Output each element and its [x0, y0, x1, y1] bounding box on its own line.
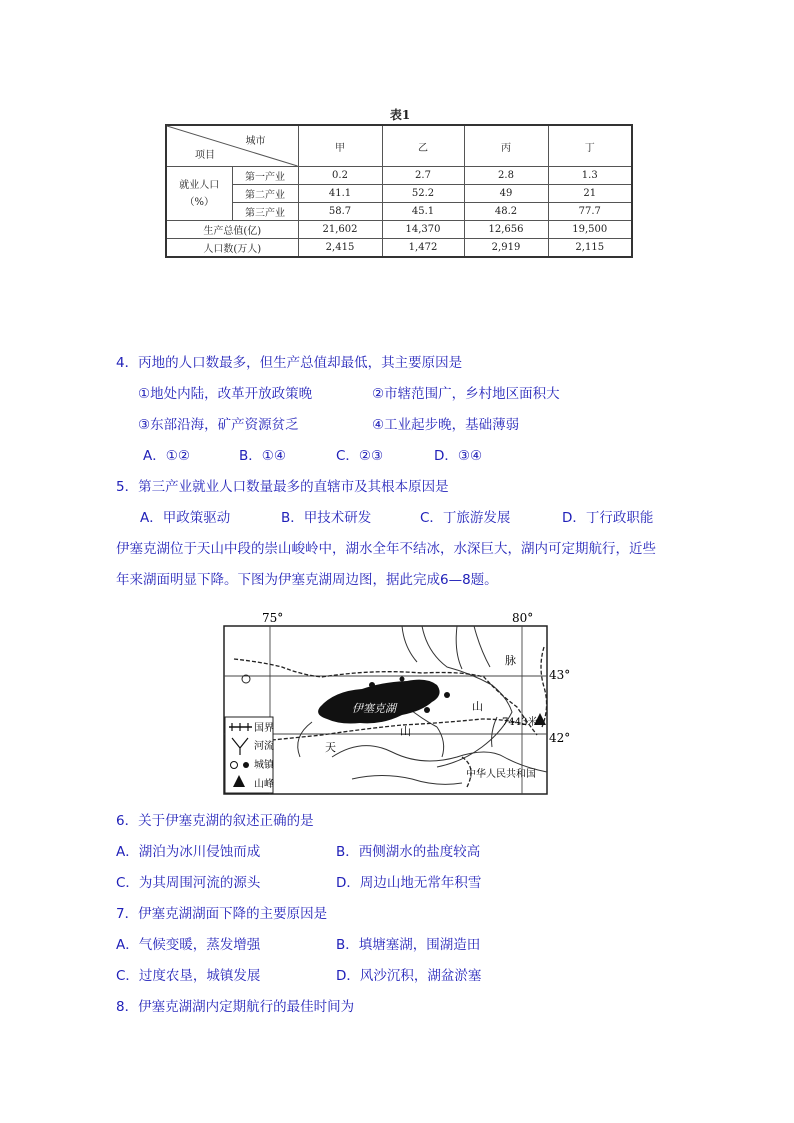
employment-label-line1: 就业人口 [179, 179, 220, 191]
option-b[interactable]: B．甲技术研发 [281, 510, 372, 526]
legend-label-peak: 山峰 [254, 779, 274, 790]
lat-43-label: 43° [549, 668, 571, 682]
row-label: 人口数(万人) [166, 239, 298, 258]
legend-border-symbol [229, 723, 252, 731]
table-cell: 77.7 [548, 203, 632, 221]
row-label: 第一产业 [232, 167, 298, 185]
table-cell: 45.1 [382, 203, 464, 221]
employment-label-line2: （%） [184, 196, 214, 208]
peak-label: 7443米 [502, 717, 538, 728]
question-6-stem: 6．关于伊塞克湖的叙述正确的是 [116, 813, 314, 829]
option-d[interactable]: D．③④ [434, 448, 483, 464]
option-a[interactable]: A．①② [143, 448, 190, 464]
question-4-stem: 4．丙地的人口数最多，但生产总值却最低，其主要原因是 [116, 355, 463, 371]
table-cell: 52.2 [382, 185, 464, 203]
intro-line-2: 年来湖面明显下降。下图为伊塞克湖周边图，据此完成6—8题。 [116, 572, 498, 588]
data-table [165, 124, 633, 258]
table-cell: 19,500 [548, 221, 632, 239]
option-a[interactable]: A．甲政策驱动 [140, 510, 231, 526]
option-d[interactable]: D．周边山地无常年积雪 [336, 875, 482, 891]
table-cell: 2.7 [382, 167, 464, 185]
table-cell: 58.7 [298, 203, 382, 221]
table-cell: 14,370 [382, 221, 464, 239]
corner-city-label: 城市 [245, 136, 266, 147]
option-d[interactable]: D．丁行政职能 [562, 510, 654, 526]
mai-label: 脉 [505, 654, 516, 667]
question-7-stem: 7．伊塞克湖湖面下降的主要原因是 [116, 906, 328, 922]
option-d[interactable]: D．风沙沉积，湖盆淤塞 [336, 968, 482, 984]
option-c[interactable]: C．过度农垦，城镇发展 [116, 968, 261, 984]
table-cell: 2,919 [464, 239, 548, 258]
issyk-kul-map [222, 607, 571, 797]
table-cell: 21 [548, 185, 632, 203]
option-c[interactable]: C．②③ [336, 448, 384, 464]
legend-label-border: 国界 [254, 723, 274, 734]
city-header: 丁 [548, 125, 632, 167]
option-c[interactable]: C．为其周围河流的源头 [116, 875, 261, 891]
question-8-stem: 8．伊塞克湖湖内定期航行的最佳时间为 [116, 999, 355, 1015]
shan-label: 山 [400, 725, 411, 738]
map-svg [222, 607, 571, 797]
table-cell: 2,115 [548, 239, 632, 258]
city-header: 乙 [382, 125, 464, 167]
legend-town-symbol [243, 762, 249, 768]
option-b[interactable]: B．填塘塞湖，围湖造田 [336, 937, 481, 953]
town-marker [369, 682, 375, 688]
lon-75-label: 75° [262, 611, 284, 625]
lon-80-label: 80° [512, 611, 534, 625]
table-cell: 1.3 [548, 167, 632, 185]
corner-item-label: 项目 [195, 150, 215, 161]
option-b[interactable]: B．西侧湖水的盐度较高 [336, 844, 481, 860]
table-caption: 表1 [389, 108, 411, 122]
row-label: 第三产业 [232, 203, 298, 221]
option-a[interactable]: A．气候变暖，蒸发增强 [116, 937, 261, 953]
country-label: 中华人民共和国 [466, 769, 536, 780]
table-cell: 12,656 [464, 221, 548, 239]
intro-line-1: 伊塞克湖位于天山中段的崇山峻岭中，湖水全年不结冰，水深巨大，湖内可定期航行，近些 [116, 541, 656, 557]
row-label: 第二产业 [232, 185, 298, 203]
lake-name-label: 伊塞克湖 [352, 702, 396, 715]
legend-label-town: 城镇 [254, 760, 274, 771]
question-5-stem: 5．第三产业就业人口数量最多的直辖市及其根本原因是 [116, 479, 449, 495]
table-cell: 48.2 [464, 203, 548, 221]
table-cell: 49 [464, 185, 548, 203]
statement-2: ②市辖范围广，乡村地区面积大 [372, 386, 560, 402]
town-marker [444, 692, 450, 698]
tian-label: 天 [325, 741, 336, 754]
option-b[interactable]: B．①④ [239, 448, 286, 464]
town-marker [424, 707, 430, 713]
city-header: 丙 [464, 125, 548, 167]
employment-label [166, 167, 232, 221]
shan-label: 山 [472, 700, 483, 713]
option-c[interactable]: C．丁旅游发展 [420, 510, 511, 526]
table-cell: 2,415 [298, 239, 382, 258]
statement-4: ④工业起步晚，基础薄弱 [372, 417, 520, 433]
statement-3: ③东部沿海，矿产资源贫乏 [138, 417, 299, 433]
legend-label-river: 河流 [254, 741, 274, 752]
row-label: 生产总值(亿) [166, 221, 298, 239]
table-cell: 1,472 [382, 239, 464, 258]
table-cell: 41.1 [298, 185, 382, 203]
table-cell: 21,602 [298, 221, 382, 239]
town-marker [400, 677, 405, 682]
option-a[interactable]: A．湖泊为冰川侵蚀而成 [116, 844, 261, 860]
table-corner-header [166, 125, 298, 167]
statement-1: ①地处内陆，改革开放政策晚 [138, 386, 313, 402]
table-cell: 0.2 [298, 167, 382, 185]
table-cell: 2.8 [464, 167, 548, 185]
lat-42-label: 42° [549, 731, 571, 745]
city-header: 甲 [298, 125, 382, 167]
